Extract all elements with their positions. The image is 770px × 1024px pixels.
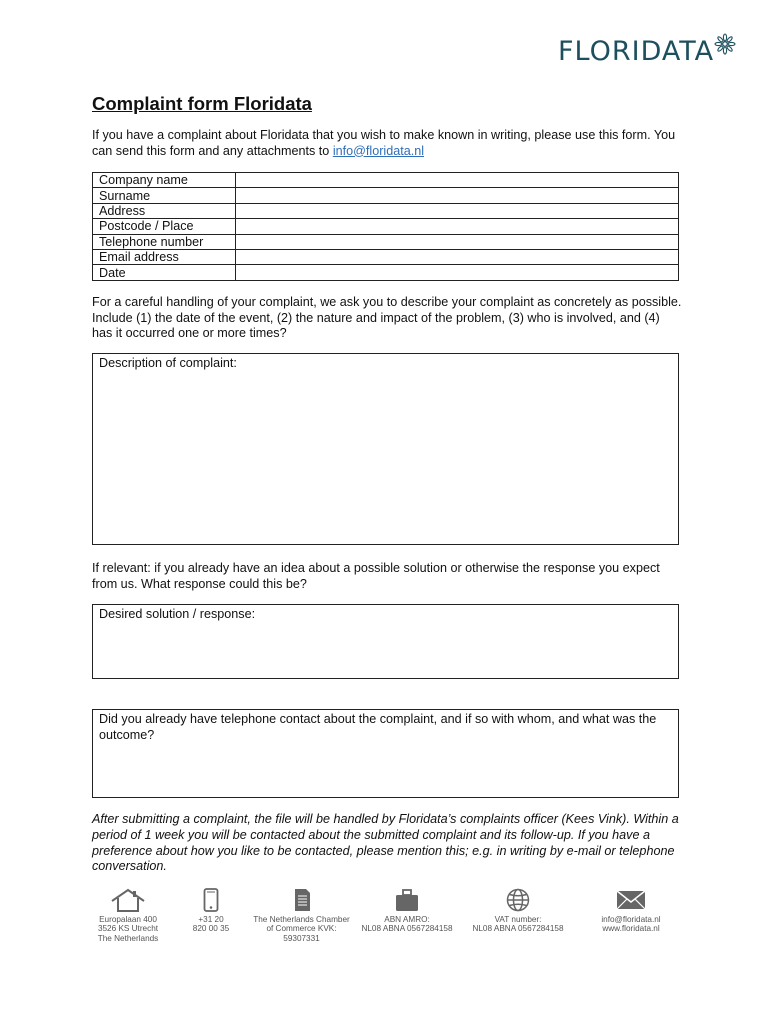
field-label-date: Date (93, 265, 236, 280)
table-row (93, 265, 679, 280)
footer-vat: VAT number: NL08 ABNA 0567284158 (466, 888, 570, 934)
address-field[interactable] (236, 203, 679, 218)
floridata-logo (558, 38, 736, 65)
footer-address: Europalaan 400 3526 KS Utrecht The Netherlands (92, 888, 164, 943)
field-label-company-name: Company name (93, 173, 236, 188)
intro-text: If you have a complaint about Floridata that you wish to make known in writing, please use this form. You can send this form and any attachments to (92, 128, 676, 158)
telephone-field[interactable] (236, 234, 679, 249)
table-row (93, 203, 679, 218)
logo-text: FLORIDATA (558, 36, 715, 67)
footer (0, 888, 770, 958)
date-field[interactable] (236, 265, 679, 280)
mobile-phone-icon (203, 888, 219, 912)
desired-solution-textarea[interactable] (92, 604, 679, 679)
table-row (93, 173, 679, 188)
page-title: Complaint form Floridata (92, 93, 312, 114)
field-label-surname: Surname (93, 188, 236, 203)
table-row (93, 188, 679, 203)
footer-bank: ABN AMRO: NL08 ABNA 0567284158 (355, 888, 459, 934)
instructions-paragraph: For a careful handling of your complaint, we ask you to describe your complaint as concretely as possible. Include (1) the date of the event, (2) the nature and impact of the problem, (3) who is involved, and (4) has it occurred one or more times? (92, 295, 682, 340)
description-label: Description of complaint: (99, 356, 237, 370)
company-name-field[interactable] (236, 173, 679, 188)
email-link[interactable]: info@floridata.nl (332, 143, 425, 158)
email-field[interactable] (236, 249, 679, 264)
telephone-contact-textarea[interactable] (92, 709, 679, 798)
field-label-address: Address (93, 203, 236, 218)
footer-contact: info@floridata.nl www.floridata.nl (595, 888, 667, 934)
document-icon (293, 888, 311, 912)
table-row (93, 249, 679, 264)
intro-paragraph (92, 128, 682, 159)
surname-field[interactable] (236, 188, 679, 203)
contact-details-table (92, 172, 679, 281)
telephone-contact-label: Did you already have telephone contact about the complaint, and if so with whom, and what was the outcome? (99, 712, 657, 742)
envelope-icon (616, 888, 646, 912)
house-icon (110, 888, 146, 912)
postcode-field[interactable] (236, 219, 679, 234)
field-label-postcode: Postcode / Place (93, 219, 236, 234)
globe-icon (506, 888, 530, 912)
field-label-email: Email address (93, 249, 236, 264)
field-label-telephone: Telephone number (93, 234, 236, 249)
table-row (93, 219, 679, 234)
briefcase-icon (395, 888, 419, 912)
description-textarea[interactable] (92, 353, 679, 545)
closing-paragraph: After submitting a complaint, the file will be handled by Floridata’s complaints officer (Kees Vink). Within a period of 1 week you will be contacted about the submitted complaint and its follow-up. If you have a preference about how you like to be contacted, please mention this; e.g. in writing by e-mail or telephone conversation. (92, 812, 679, 874)
solution-instructions-paragraph: If relevant: if you already have an idea about a possible solution or otherwise the response you expect from us. What response could this be? (92, 561, 660, 591)
table-row (93, 234, 679, 249)
flower-logo-icon (714, 33, 736, 55)
footer-chamber-of-commerce: The Netherlands Chamber of Commerce KVK: 59307331 (244, 888, 359, 943)
desired-solution-label: Desired solution / response: (99, 607, 256, 621)
footer-phone: +31 20 820 00 35 (185, 888, 237, 934)
